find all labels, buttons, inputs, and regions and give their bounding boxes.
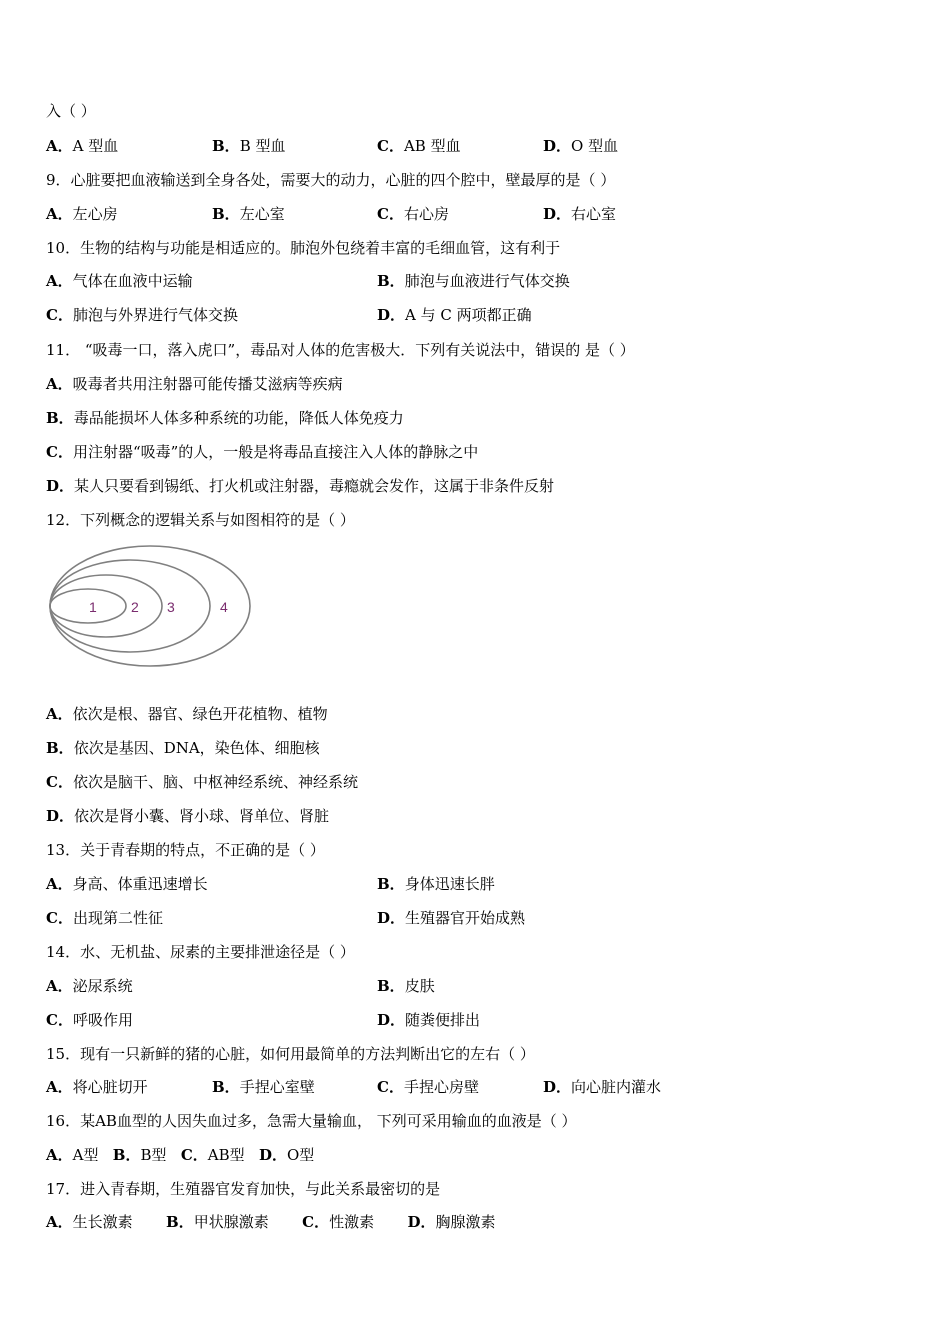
q14-option-d: D．随粪便排出 bbox=[377, 1011, 481, 1029]
q9-option-a: A．左心房 bbox=[46, 205, 118, 223]
q15-option-b: B．手捏心室壁 bbox=[212, 1078, 315, 1096]
venn-label-3: 3 bbox=[167, 599, 175, 615]
q13-option-a: A．身高、体重迅速增长 bbox=[46, 875, 208, 893]
question-16: 16．某AB血型的人因失血过多，急需大量输血， 下列可采用输血的血液是（ ） bbox=[46, 1112, 577, 1130]
q11-option-b: B．毒品能损坏人体多种系统的功能，降低人体免疫力 bbox=[46, 409, 404, 427]
q15-option-a: A．将心脏切开 bbox=[46, 1078, 148, 1096]
q11-option-a: A．吸毒者共用注射器可能传播艾滋病等疾病 bbox=[46, 375, 343, 393]
q11-option-d: D．某人只要看到锡纸、打火机或注射器，毒瘾就会发作，这属于非条件反射 bbox=[46, 477, 555, 495]
venn-label-2: 2 bbox=[131, 599, 139, 615]
question-11: 11． “吸毒一口，落入虎口”，毒品对人体的危害极大．下列有关说法中，错误的 是（ ） bbox=[46, 341, 635, 359]
q15-option-d: D．向心脏内灌水 bbox=[543, 1078, 662, 1096]
nested-ellipse-diagram bbox=[46, 540, 256, 670]
q11-option-c: C．用注射器“吸毒”的人，一般是将毒品直接注入人体的静脉之中 bbox=[46, 443, 479, 461]
q9-option-b: B．左心室 bbox=[212, 205, 285, 223]
question-15: 15．现有一只新鲜的猪的心脏，如何用最简单的方法判断出它的左右（ ） bbox=[46, 1045, 535, 1063]
question-12: 12．下列概念的逻辑关系与如图相符的是（ ） bbox=[46, 511, 355, 529]
venn-label-4: 4 bbox=[220, 599, 228, 615]
q8-option-d: D．O 型血 bbox=[543, 137, 619, 155]
q12-option-b: B．依次是基因、DNA，染色体、细胞核 bbox=[46, 739, 320, 757]
q15-option-c: C．手捏心房壁 bbox=[377, 1078, 479, 1096]
q16-options: A．A型 B．B型 C．AB型 D．O型 bbox=[46, 1146, 315, 1164]
q9-option-c: C．右心房 bbox=[377, 205, 449, 223]
q8-option-b: B．B 型血 bbox=[212, 137, 286, 155]
q9-option-d: D．右心室 bbox=[543, 205, 617, 223]
question-13: 13．关于青春期的特点，不正确的是（ ） bbox=[46, 841, 325, 859]
q10-option-b: B．肺泡与血液进行气体交换 bbox=[377, 272, 570, 290]
q13-option-c: C．出现第二性征 bbox=[46, 909, 163, 927]
ellipse-2 bbox=[50, 575, 162, 637]
q8-option-a: A．A 型血 bbox=[46, 137, 119, 155]
q14-option-a: A．泌尿系统 bbox=[46, 977, 133, 995]
q17-options: A．生长激素 B．甲状腺激素 C．性激素 D．胸腺激素 bbox=[46, 1213, 496, 1231]
ellipse-3 bbox=[50, 560, 210, 652]
question-17: 17．进入青春期，生殖器官发育加快，与此关系最密切的是 bbox=[46, 1180, 441, 1198]
q12-option-d: D．依次是肾小囊、肾小球、肾单位、肾脏 bbox=[46, 807, 330, 825]
q12-option-c: C．依次是脑干、脑、中枢神经系统、神经系统 bbox=[46, 773, 358, 791]
q14-option-c: C．呼吸作用 bbox=[46, 1011, 133, 1029]
question-9: 9．心脏要把血液输送到全身各处，需要大的动力，心脏的四个腔中，壁最厚的是（ ） bbox=[46, 171, 616, 189]
q10-option-c: C．肺泡与外界进行气体交换 bbox=[46, 306, 238, 324]
question-10: 10．生物的结构与功能是相适应的。肺泡外包绕着丰富的毛细血管，这有利于 bbox=[46, 239, 561, 257]
q10-option-d: D．A 与 C 两项都正确 bbox=[377, 306, 532, 324]
q13-option-b: B．身体迅速长胖 bbox=[377, 875, 495, 893]
q12-option-a: A．依次是根、器官、绿色开花植物、植物 bbox=[46, 705, 328, 723]
q14-option-b: B．皮肤 bbox=[377, 977, 435, 995]
q13-option-d: D．生殖器官开始成熟 bbox=[377, 909, 526, 927]
q8-option-c: C．AB 型血 bbox=[377, 137, 461, 155]
question-8-tail: 入（ ） bbox=[46, 102, 96, 120]
question-14: 14．水、无机盐、尿素的主要排泄途径是（ ） bbox=[46, 943, 355, 961]
ellipse-1 bbox=[50, 589, 126, 623]
venn-label-1: 1 bbox=[89, 599, 97, 615]
q10-option-a: A．气体在血液中运输 bbox=[46, 272, 193, 290]
